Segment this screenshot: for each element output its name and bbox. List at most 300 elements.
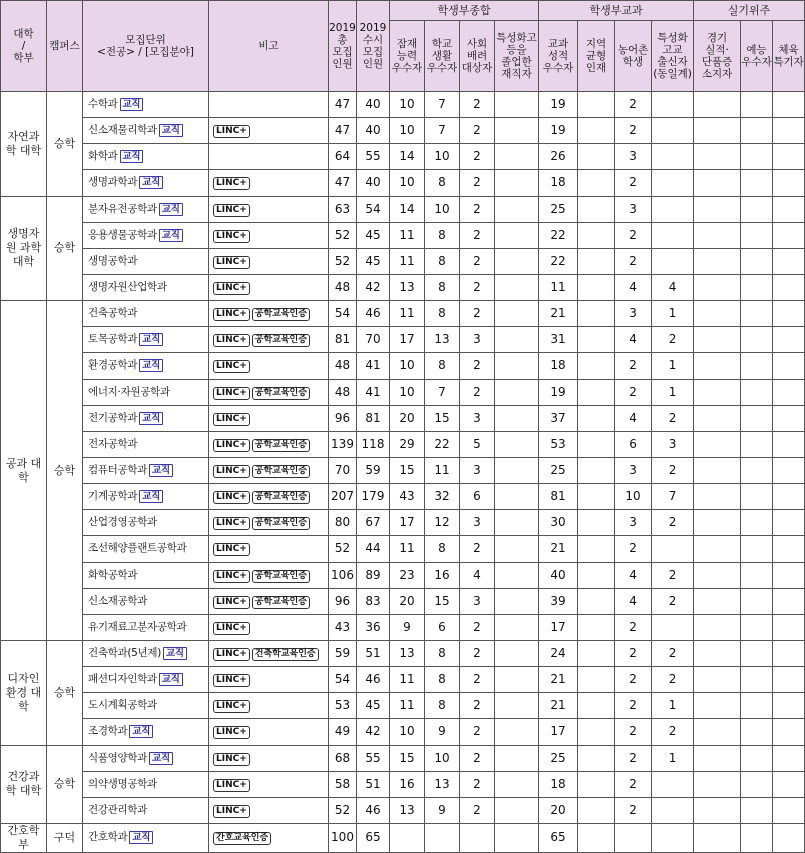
value-c4 xyxy=(495,196,539,222)
value-c3 xyxy=(460,823,495,852)
unit-cell xyxy=(83,667,209,693)
table-row xyxy=(1,640,805,666)
teacher-training-badge: 교직 xyxy=(159,124,183,137)
certification-tag: LINC+ xyxy=(213,204,250,217)
value-s1: 37 xyxy=(539,405,578,431)
unit-name: 토목공학과 xyxy=(88,333,138,346)
value-p2 xyxy=(741,144,773,170)
value-s1: 18 xyxy=(539,353,578,379)
teacher-training-badge: 교직 xyxy=(149,464,173,477)
teacher-training-badge: 교직 xyxy=(120,98,144,111)
value-s3: 4 xyxy=(615,588,652,614)
value-s1: 21 xyxy=(539,667,578,693)
value-p3 xyxy=(773,457,805,483)
value-c3: 2 xyxy=(460,274,495,300)
value-p3 xyxy=(773,301,805,327)
note-cell xyxy=(209,92,329,118)
value-c3: 2 xyxy=(460,719,495,745)
note-cell xyxy=(209,379,329,405)
note-cell xyxy=(209,588,329,614)
note-cell xyxy=(209,614,329,640)
header-sub-comp-1: 학교 생활 우수자 xyxy=(425,21,460,92)
value-s3: 10 xyxy=(615,484,652,510)
note-cell xyxy=(209,301,329,327)
value-p3 xyxy=(773,353,805,379)
value-s1: 21 xyxy=(539,693,578,719)
value-c4 xyxy=(495,640,539,666)
table-row xyxy=(1,457,805,483)
certification-tag: LINC+ xyxy=(213,439,250,452)
value-c2: 22 xyxy=(425,431,460,457)
value-c4 xyxy=(495,771,539,797)
certification-tag: LINC+ xyxy=(213,543,250,556)
value-s4 xyxy=(652,92,694,118)
college-name: 공과 대학 xyxy=(1,301,47,641)
value-s1: 19 xyxy=(539,379,578,405)
unit-name: 컴퓨터공학과 xyxy=(88,464,148,477)
table-row xyxy=(1,405,805,431)
table-row xyxy=(1,379,805,405)
value-c4 xyxy=(495,274,539,300)
note-cell xyxy=(209,667,329,693)
value-total: 54 xyxy=(329,667,357,693)
certification-tag: LINC+ xyxy=(213,517,250,530)
teacher-training-badge: 교직 xyxy=(120,150,144,163)
teacher-training-badge: 교직 xyxy=(163,647,187,660)
table-row xyxy=(1,797,805,823)
table-row xyxy=(1,823,805,852)
header-sub-subj-3: 특성화 고교 출신자 (동일계) xyxy=(652,21,694,92)
value-c2: 9 xyxy=(425,719,460,745)
value-c4 xyxy=(495,719,539,745)
value-s2 xyxy=(578,118,615,144)
value-s2 xyxy=(578,588,615,614)
note-cell xyxy=(209,222,329,248)
unit-cell xyxy=(83,353,209,379)
value-c4 xyxy=(495,431,539,457)
value-c3: 3 xyxy=(460,405,495,431)
value-s4: 2 xyxy=(652,562,694,588)
value-s4 xyxy=(652,823,694,852)
header-note: 비고 xyxy=(209,1,329,92)
value-p2 xyxy=(741,353,773,379)
value-s2 xyxy=(578,457,615,483)
college-name: 건강과학 대학 xyxy=(1,745,47,823)
value-p1 xyxy=(694,405,741,431)
value-s4: 2 xyxy=(652,667,694,693)
value-s2 xyxy=(578,274,615,300)
value-p1 xyxy=(694,667,741,693)
value-s2 xyxy=(578,170,615,196)
teacher-training-badge: 교직 xyxy=(139,359,163,372)
note-cell xyxy=(209,170,329,196)
value-c4 xyxy=(495,327,539,353)
value-s1: 20 xyxy=(539,797,578,823)
value-total: 48 xyxy=(329,379,357,405)
value-susi: 36 xyxy=(357,614,390,640)
unit-name: 신소재공학과 xyxy=(88,594,148,607)
value-s3: 4 xyxy=(615,562,652,588)
value-s3: 2 xyxy=(615,693,652,719)
value-p2 xyxy=(741,823,773,852)
value-total: 47 xyxy=(329,170,357,196)
teacher-training-badge: 교직 xyxy=(139,412,163,425)
value-c4 xyxy=(495,248,539,274)
unit-name: 신소재물리학과 xyxy=(88,124,157,137)
note-cell xyxy=(209,248,329,274)
value-p1 xyxy=(694,640,741,666)
value-s4: 4 xyxy=(652,274,694,300)
value-s1: 26 xyxy=(539,144,578,170)
value-p3 xyxy=(773,693,805,719)
value-susi: 59 xyxy=(357,457,390,483)
value-s4 xyxy=(652,771,694,797)
value-c1: 11 xyxy=(390,693,425,719)
value-s4 xyxy=(652,797,694,823)
unit-name: 환경공학과 xyxy=(88,359,138,372)
value-c1: 10 xyxy=(390,719,425,745)
value-s4: 2 xyxy=(652,588,694,614)
value-susi: 46 xyxy=(357,301,390,327)
value-c1: 17 xyxy=(390,510,425,536)
value-p3 xyxy=(773,536,805,562)
value-p2 xyxy=(741,719,773,745)
value-c4 xyxy=(495,510,539,536)
certification-tag: LINC+ xyxy=(213,753,250,766)
value-c3: 2 xyxy=(460,693,495,719)
value-s1: 25 xyxy=(539,745,578,771)
value-p3 xyxy=(773,144,805,170)
table-row xyxy=(1,719,805,745)
campus-name: 승학 xyxy=(47,196,83,301)
value-susi: 40 xyxy=(357,170,390,196)
value-p3 xyxy=(773,379,805,405)
note-cell xyxy=(209,719,329,745)
value-c4 xyxy=(495,144,539,170)
value-susi: 40 xyxy=(357,118,390,144)
value-c3: 2 xyxy=(460,92,495,118)
value-p2 xyxy=(741,431,773,457)
value-c3: 6 xyxy=(460,484,495,510)
value-s4 xyxy=(652,222,694,248)
value-p2 xyxy=(741,667,773,693)
value-total: 207 xyxy=(329,484,357,510)
value-s2 xyxy=(578,562,615,588)
value-p1 xyxy=(694,170,741,196)
value-susi: 55 xyxy=(357,144,390,170)
value-c3: 5 xyxy=(460,431,495,457)
value-c3: 4 xyxy=(460,562,495,588)
value-c1: 11 xyxy=(390,248,425,274)
certification-tag: 공학교육인증 xyxy=(252,570,310,583)
note-cell xyxy=(209,640,329,666)
value-susi: 45 xyxy=(357,693,390,719)
value-s3: 2 xyxy=(615,353,652,379)
value-s2 xyxy=(578,667,615,693)
value-c2: 8 xyxy=(425,170,460,196)
unit-cell xyxy=(83,301,209,327)
header-sub-prac-2: 체육 특기자 xyxy=(773,21,805,92)
header-total: 2019 총 모집 인원 xyxy=(329,1,357,92)
campus-name: 승학 xyxy=(47,745,83,823)
value-s4: 1 xyxy=(652,693,694,719)
value-c4 xyxy=(495,222,539,248)
certification-tag: 공학교육인증 xyxy=(252,308,310,321)
value-c4 xyxy=(495,484,539,510)
value-s4 xyxy=(652,118,694,144)
value-c1: 15 xyxy=(390,457,425,483)
value-s4 xyxy=(652,144,694,170)
table-row xyxy=(1,484,805,510)
value-p1 xyxy=(694,536,741,562)
table-row xyxy=(1,301,805,327)
header-sub-comp-0: 잠재 능력 우수자 xyxy=(390,21,425,92)
unit-cell xyxy=(83,588,209,614)
value-s2 xyxy=(578,353,615,379)
value-susi: 45 xyxy=(357,248,390,274)
note-cell xyxy=(209,562,329,588)
value-p2 xyxy=(741,405,773,431)
value-c2: 8 xyxy=(425,536,460,562)
value-c2: 7 xyxy=(425,118,460,144)
value-p2 xyxy=(741,640,773,666)
value-total: 96 xyxy=(329,588,357,614)
unit-name: 조경학과 xyxy=(88,725,128,738)
note-cell xyxy=(209,274,329,300)
unit-name: 화학과 xyxy=(88,150,118,163)
value-c4 xyxy=(495,301,539,327)
value-p2 xyxy=(741,248,773,274)
unit-cell xyxy=(83,510,209,536)
value-c1: 29 xyxy=(390,431,425,457)
value-c1: 10 xyxy=(390,170,425,196)
value-c4 xyxy=(495,118,539,144)
unit-cell xyxy=(83,327,209,353)
value-c1: 11 xyxy=(390,222,425,248)
value-p3 xyxy=(773,484,805,510)
value-p3 xyxy=(773,222,805,248)
value-total: 58 xyxy=(329,771,357,797)
value-p2 xyxy=(741,510,773,536)
value-c2: 8 xyxy=(425,693,460,719)
value-s2 xyxy=(578,771,615,797)
certification-tag: LINC+ xyxy=(213,360,250,373)
value-total: 80 xyxy=(329,510,357,536)
value-p3 xyxy=(773,640,805,666)
value-c3: 2 xyxy=(460,248,495,274)
unit-cell xyxy=(83,405,209,431)
value-p1 xyxy=(694,457,741,483)
value-c2: 7 xyxy=(425,379,460,405)
value-total: 63 xyxy=(329,196,357,222)
value-s2 xyxy=(578,222,615,248)
value-susi: 42 xyxy=(357,719,390,745)
value-p1 xyxy=(694,118,741,144)
value-s1: 25 xyxy=(539,457,578,483)
unit-cell xyxy=(83,484,209,510)
table-row xyxy=(1,248,805,274)
unit-name: 에너지·자원공학과 xyxy=(88,385,170,398)
teacher-training-badge: 교직 xyxy=(129,831,153,844)
value-c1: 10 xyxy=(390,353,425,379)
note-cell xyxy=(209,196,329,222)
value-p1 xyxy=(694,301,741,327)
value-c2: 10 xyxy=(425,196,460,222)
value-total: 52 xyxy=(329,222,357,248)
value-c1: 11 xyxy=(390,536,425,562)
certification-tag: LINC+ xyxy=(213,491,250,504)
table-row xyxy=(1,667,805,693)
value-p3 xyxy=(773,118,805,144)
value-s3: 2 xyxy=(615,745,652,771)
value-c3: 3 xyxy=(460,327,495,353)
value-p3 xyxy=(773,510,805,536)
value-c4 xyxy=(495,693,539,719)
value-susi: 41 xyxy=(357,353,390,379)
table-row xyxy=(1,536,805,562)
value-susi: 81 xyxy=(357,405,390,431)
value-p2 xyxy=(741,484,773,510)
certification-tag: 공학교육인증 xyxy=(252,491,310,504)
certification-tag: 공학교육인증 xyxy=(252,596,310,609)
value-p1 xyxy=(694,327,741,353)
value-c2: 8 xyxy=(425,274,460,300)
table-row xyxy=(1,274,805,300)
value-s1: 11 xyxy=(539,274,578,300)
value-susi: 83 xyxy=(357,588,390,614)
value-c1: 10 xyxy=(390,379,425,405)
value-s4: 1 xyxy=(652,301,694,327)
unit-name: 건강관리학과 xyxy=(88,803,148,816)
unit-cell xyxy=(83,745,209,771)
value-c3: 2 xyxy=(460,118,495,144)
certification-tag: LINC+ xyxy=(213,648,250,661)
value-p2 xyxy=(741,562,773,588)
value-s3: 2 xyxy=(615,118,652,144)
value-s1: 17 xyxy=(539,614,578,640)
value-c1: 17 xyxy=(390,327,425,353)
value-s2 xyxy=(578,510,615,536)
value-s2 xyxy=(578,144,615,170)
value-s3: 2 xyxy=(615,170,652,196)
value-c1: 14 xyxy=(390,196,425,222)
certification-tag: LINC+ xyxy=(213,570,250,583)
value-s3: 2 xyxy=(615,92,652,118)
value-s4: 1 xyxy=(652,353,694,379)
value-s2 xyxy=(578,693,615,719)
note-cell xyxy=(209,457,329,483)
campus-name: 구덕 xyxy=(47,823,83,852)
value-c3: 3 xyxy=(460,457,495,483)
table-row xyxy=(1,327,805,353)
value-s3: 4 xyxy=(615,274,652,300)
unit-name: 수학과 xyxy=(88,98,118,111)
value-c3: 2 xyxy=(460,170,495,196)
table-row xyxy=(1,222,805,248)
value-c2: 15 xyxy=(425,405,460,431)
campus-name: 승학 xyxy=(47,92,83,197)
value-c3: 2 xyxy=(460,196,495,222)
value-c4 xyxy=(495,588,539,614)
value-s3: 2 xyxy=(615,379,652,405)
value-c2 xyxy=(425,823,460,852)
unit-cell xyxy=(83,144,209,170)
value-susi: 44 xyxy=(357,536,390,562)
value-p2 xyxy=(741,797,773,823)
teacher-training-badge: 교직 xyxy=(159,229,183,242)
header-sub-subj-2: 농어촌 학생 xyxy=(615,21,652,92)
value-total: 43 xyxy=(329,614,357,640)
note-cell xyxy=(209,118,329,144)
table-row xyxy=(1,144,805,170)
table-row xyxy=(1,196,805,222)
value-p2 xyxy=(741,92,773,118)
value-p2 xyxy=(741,536,773,562)
certification-tag: LINC+ xyxy=(213,334,250,347)
value-total: 47 xyxy=(329,118,357,144)
certification-tag: LINC+ xyxy=(213,674,250,687)
value-s4 xyxy=(652,614,694,640)
value-c1: 14 xyxy=(390,144,425,170)
value-total: 48 xyxy=(329,353,357,379)
value-c1: 10 xyxy=(390,92,425,118)
value-s2 xyxy=(578,405,615,431)
value-susi: 54 xyxy=(357,196,390,222)
value-p2 xyxy=(741,196,773,222)
value-p1 xyxy=(694,693,741,719)
unit-cell xyxy=(83,719,209,745)
certification-tag: LINC+ xyxy=(213,726,250,739)
table-row xyxy=(1,431,805,457)
value-p1 xyxy=(694,196,741,222)
value-c4 xyxy=(495,457,539,483)
unit-name: 간호학과 xyxy=(88,831,128,844)
value-p3 xyxy=(773,667,805,693)
unit-name: 응용생물공학과 xyxy=(88,228,157,241)
value-s4: 1 xyxy=(652,379,694,405)
unit-name: 생명자원산업학과 xyxy=(88,281,167,294)
unit-cell xyxy=(83,431,209,457)
value-c2: 8 xyxy=(425,353,460,379)
note-cell xyxy=(209,405,329,431)
value-s1: 65 xyxy=(539,823,578,852)
value-s1: 31 xyxy=(539,327,578,353)
value-s1: 19 xyxy=(539,118,578,144)
value-c1: 11 xyxy=(390,301,425,327)
value-p1 xyxy=(694,222,741,248)
value-susi: 89 xyxy=(357,562,390,588)
header-unit: 모집단위 <전공> / [모집분야] xyxy=(83,1,209,92)
value-susi: 41 xyxy=(357,379,390,405)
value-p1 xyxy=(694,353,741,379)
value-s2 xyxy=(578,823,615,852)
note-cell xyxy=(209,431,329,457)
value-s3: 2 xyxy=(615,797,652,823)
value-c3: 2 xyxy=(460,379,495,405)
table-row xyxy=(1,170,805,196)
value-s4: 2 xyxy=(652,640,694,666)
value-s4: 3 xyxy=(652,431,694,457)
value-susi: 67 xyxy=(357,510,390,536)
note-cell xyxy=(209,693,329,719)
value-total: 64 xyxy=(329,144,357,170)
value-s3: 3 xyxy=(615,196,652,222)
certification-tag: 공학교육인증 xyxy=(252,387,310,400)
value-c4 xyxy=(495,745,539,771)
value-c3: 2 xyxy=(460,144,495,170)
value-s3: 2 xyxy=(615,248,652,274)
value-p1 xyxy=(694,719,741,745)
